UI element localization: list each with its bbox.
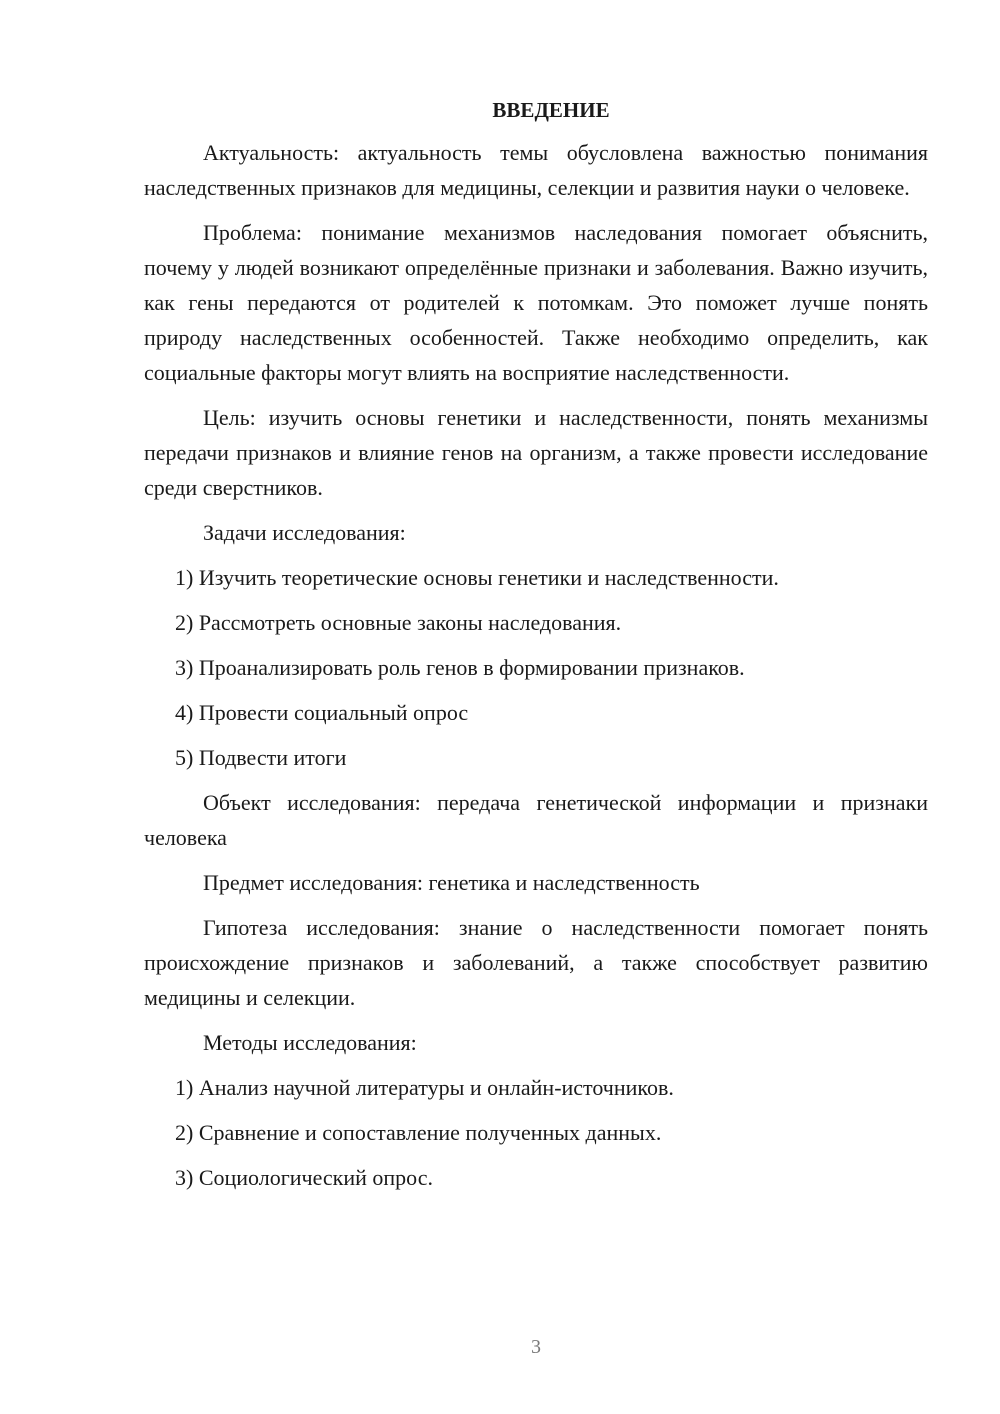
page-title: ВВЕДЕНИЕ: [492, 98, 610, 122]
object-paragraph: Объект исследования: передача генетической информации и признаки человека: [144, 790, 928, 850]
methods-list: [144, 1070, 928, 1195]
method-item: 2) Сравнение и сопоставление полученных данных.: [175, 1120, 662, 1145]
task-item: 1) Изучить теоретические основы генетики и наследственности.: [175, 565, 779, 590]
hypothesis-paragraph: Гипотеза исследования: знание о наследственности помогает понять происхождение признаков и заболеваний, а также способствует развитию медицины и селекции.: [144, 915, 928, 1010]
problem-paragraph: Проблема: понимание механизмов наследования помогает объяснить, почему у людей возникают определённые признаки и заболевания. Важно изучить, как гены передаются от родителей к потомкам. Это поможет лучше понять природу наследственных особенностей. Также необходимо определить, как социальные факторы могут влиять на восприятие наследственности.: [144, 220, 928, 385]
tasks-list: [144, 560, 928, 775]
methods-heading: Методы исследования:: [203, 1030, 417, 1055]
page-number: 3: [531, 1336, 541, 1358]
method-item: 3) Социологический опрос.: [175, 1165, 433, 1190]
task-item: 3) Проанализировать роль генов в формировании признаков.: [175, 655, 745, 680]
task-item: 4) Провести социальный опрос: [175, 700, 469, 725]
task-item: 2) Рассмотреть основные законы наследования.: [175, 610, 622, 635]
relevance-paragraph: Актуальность: актуальность темы обусловлена важностью понимания наследственных признаков для медицины, селекции и развития науки о человеке.: [144, 140, 928, 200]
subject-paragraph: Предмет исследования: генетика и наследственность: [203, 870, 700, 895]
goal-paragraph: Цель: изучить основы генетики и наследственности, понять механизмы передачи признаков и влияние генов на организм, а также провести исследование среди сверстников.: [144, 405, 928, 500]
method-item: 1) Анализ научной литературы и онлайн-источников.: [175, 1075, 674, 1100]
tasks-heading: Задачи исследования:: [203, 520, 406, 545]
task-item: 5) Подвести итоги: [175, 745, 347, 770]
